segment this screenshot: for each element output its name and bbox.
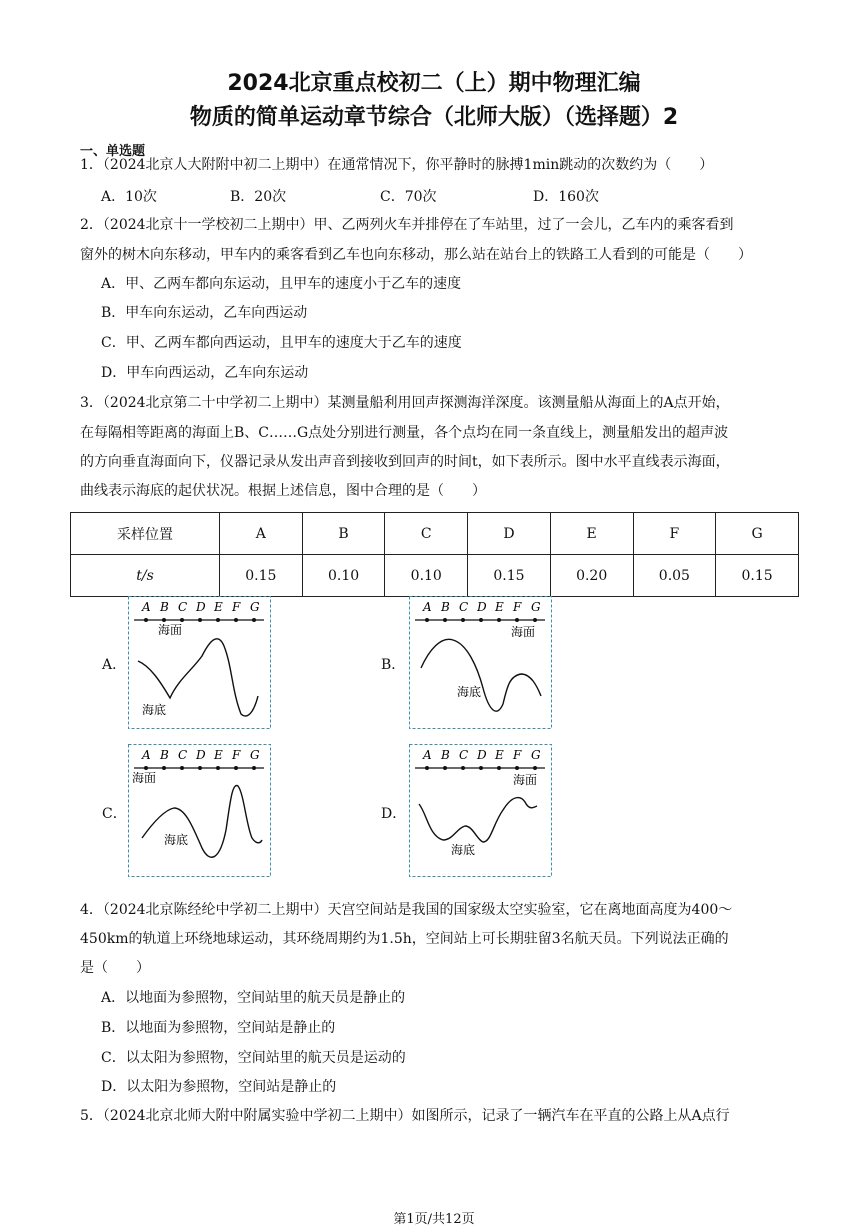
point-label: B <box>441 600 450 614</box>
point-label: F <box>513 600 522 614</box>
point-label: D <box>196 600 206 614</box>
point-dot <box>234 766 238 770</box>
q1-option-b: B．20次 <box>230 189 287 205</box>
table-header-cell: t/s <box>71 555 220 597</box>
point-dot <box>461 766 465 770</box>
point-dot <box>533 618 537 622</box>
table-cell: B <box>302 513 385 555</box>
section-title: 一、单选题 <box>80 144 146 159</box>
table-cell: 0.10 <box>302 555 385 597</box>
point-label: A <box>423 600 432 614</box>
point-dot <box>425 766 429 770</box>
point-label: C <box>459 600 469 614</box>
point-label: B <box>160 600 169 614</box>
point-label: C <box>459 748 469 762</box>
sea-surface-label: 海面 <box>158 623 183 637</box>
point-dot <box>479 766 483 770</box>
q4-option-b: B．以地面为参照物，空间站是静止的 <box>101 1020 336 1036</box>
point-dot <box>198 618 202 622</box>
q4-option-d: D．以太阳为参照物，空间站是静止的 <box>101 1079 337 1095</box>
table-cell: 0.05 <box>633 555 716 597</box>
point-label: C <box>178 600 188 614</box>
table-cell: 0.20 <box>550 555 633 597</box>
q3-stem-line: 的方向垂直海面向下，仪器记录从发出声音到接收到回声的时间t，如下表所示。图中水平直线表示海面， <box>80 454 730 470</box>
point-label: A <box>142 600 151 614</box>
point-dot <box>497 766 501 770</box>
q2-stem-line: 2．（2024北京十一学校初二上期中）甲、乙两列火车并排停在了车站里，过了一会儿，乙车内的乘客看到 <box>80 217 734 233</box>
table-cell: 0.15 <box>468 555 551 597</box>
point-dot <box>180 618 184 622</box>
table-cell: C <box>385 513 468 555</box>
sea-diagram-a <box>128 596 271 730</box>
table-cell: 0.10 <box>385 555 468 597</box>
q2-option-c: C．甲、乙两车都向西运动，且甲车的速度大于乙车的速度 <box>101 335 462 351</box>
table-cell: D <box>468 513 551 555</box>
point-dot <box>252 766 256 770</box>
page-footer: 第1页/共12页 <box>393 1212 475 1227</box>
point-dot <box>180 766 184 770</box>
sample-table <box>70 512 799 597</box>
sea-floor-label: 海底 <box>451 843 476 857</box>
point-dot <box>515 766 519 770</box>
point-label: G <box>250 600 260 614</box>
q4-stem-line: 4．（2024北京陈经纶中学初二上期中）天宫空间站是我国的国家级太空实验室，它在离地面高度为400～ <box>80 902 733 918</box>
q3-stem-line: 3．（2024北京第二十中学初二上期中）某测量船利用回声探测海洋深度。该测量船从海面上的A点开始， <box>80 395 730 411</box>
table-header-cell: 采样位置 <box>71 513 220 555</box>
point-dot <box>443 618 447 622</box>
q3-stem-line: 在每隔相等距离的海面上B、C……G点处分别进行测量，各个点均在同一条直线上，测量船发出的超声波 <box>80 425 729 441</box>
point-dot <box>461 618 465 622</box>
table-cell: 0.15 <box>220 555 303 597</box>
q3-option-a-label: A． <box>102 657 127 673</box>
point-dot <box>216 618 220 622</box>
point-dot <box>533 766 537 770</box>
sea-floor-label: 海底 <box>142 703 167 717</box>
point-dot <box>162 766 166 770</box>
point-dot <box>425 618 429 622</box>
q4-stem-line: 450km的轨道上环绕地球运动，其环绕周期约为1.5h，空间站上可长期驻留3名航天员。下列说法正确的 <box>80 931 729 947</box>
point-label: E <box>495 600 504 614</box>
page-title: 2024北京重点校初二（上）期中物理汇编 <box>227 71 641 96</box>
q3-option-b-label: B． <box>381 657 406 673</box>
point-dot <box>162 618 166 622</box>
point-label: A <box>423 748 432 762</box>
sea-diagram-d <box>409 744 552 878</box>
point-dot <box>198 766 202 770</box>
sea-diagram-b <box>409 596 552 730</box>
point-label: F <box>232 600 241 614</box>
point-label: F <box>232 748 241 762</box>
point-label: G <box>531 600 541 614</box>
point-dot <box>252 618 256 622</box>
table-cell: F <box>633 513 716 555</box>
sea-surface-label: 海面 <box>511 625 536 639</box>
sea-floor-label: 海底 <box>164 833 189 847</box>
point-label: D <box>477 600 487 614</box>
point-dot <box>216 766 220 770</box>
q1-option-c: C．70次 <box>380 189 437 205</box>
sea-diagram-c <box>128 744 271 878</box>
point-label: E <box>214 600 223 614</box>
point-label: A <box>142 748 151 762</box>
sea-surface-label: 海面 <box>513 773 538 787</box>
q4-option-a: A．以地面为参照物，空间站里的航天员是静止的 <box>101 990 406 1006</box>
point-label: B <box>441 748 450 762</box>
point-label: G <box>250 748 260 762</box>
q2-option-d: D．甲车向西运动，乙车向东运动 <box>101 365 309 381</box>
sea-floor-label: 海底 <box>457 685 482 699</box>
point-label: E <box>495 748 504 762</box>
q3-option-c-label: C． <box>102 806 127 822</box>
q1-option-d: D．160次 <box>533 189 599 205</box>
point-dot <box>515 618 519 622</box>
point-label: C <box>178 748 188 762</box>
table-cell: E <box>550 513 633 555</box>
q2-stem-line: 窗外的树木向东移动，甲车内的乘客看到乙车也向东移动，那么站在站台上的铁路工人看到的可能是（ ） <box>80 247 752 263</box>
q5-stem: 5．（2024北京北师大附中附属实验中学初二上期中）如图所示，记录了一辆汽车在平直的公路上从A点行 <box>80 1108 730 1124</box>
table-cell: 0.15 <box>716 555 799 597</box>
point-label: B <box>160 748 169 762</box>
page-subtitle: 物质的简单运动章节综合（北师大版）（选择题）2 <box>189 105 679 130</box>
point-label: E <box>214 748 223 762</box>
q2-option-a: A．甲、乙两车都向东运动，且甲车的速度小于乙车的速度 <box>101 276 462 292</box>
point-dot <box>144 766 148 770</box>
table-row <box>71 555 799 597</box>
q4-stem-line: 是（ ） <box>80 960 150 976</box>
table-cell: G <box>716 513 799 555</box>
point-label: F <box>513 748 522 762</box>
point-dot <box>234 618 238 622</box>
point-label: G <box>531 748 541 762</box>
q1-option-a: A．10次 <box>101 189 157 205</box>
q3-stem-line: 曲线表示海底的起伏状况。根据上述信息，图中合理的是（ ） <box>80 483 486 499</box>
sea-surface-label: 海面 <box>132 771 157 785</box>
point-dot <box>479 618 483 622</box>
q3-option-d-label: D． <box>381 806 407 822</box>
point-dot <box>443 766 447 770</box>
q4-option-c: C．以太阳为参照物，空间站里的航天员是运动的 <box>101 1050 406 1066</box>
point-dot <box>497 618 501 622</box>
table-row <box>71 513 799 555</box>
point-label: D <box>477 748 487 762</box>
point-label: D <box>196 748 206 762</box>
table-cell: A <box>220 513 303 555</box>
q2-option-b: B．甲车向东运动，乙车向西运动 <box>101 305 308 321</box>
point-dot <box>144 618 148 622</box>
q1-stem: 1．（2024北京人大附附中初二上期中）在通常情况下，你平静时的脉搏1min跳动的次数约为（ ） <box>80 157 714 173</box>
